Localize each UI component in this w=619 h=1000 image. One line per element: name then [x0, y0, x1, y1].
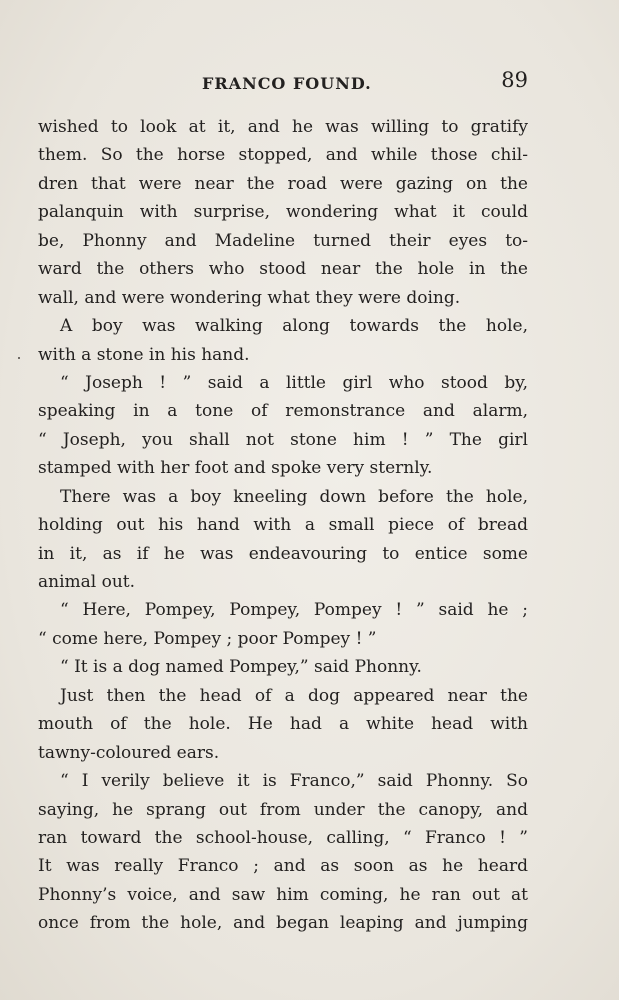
text-line: stamped with her foot and spoke very sternly. [38, 458, 433, 479]
text-line: It was really Franco ; and as soon as he heard [38, 856, 528, 877]
text-line: wished to look at it, and he was willing to gratify [38, 117, 528, 137]
text-line: “ I verily believe it is Franco,” said Phonny. So [60, 771, 528, 792]
text-line: in it, as if he was endeavouring to entice some [38, 543, 528, 564]
text-line: “ It is a dog named Pompey,” said Phonny. [60, 657, 422, 678]
text-line: Phonny’s voice, and saw him coming, he ran out at [38, 884, 528, 905]
text-line: Just then the head of a dog appeared near the [60, 685, 528, 706]
text-line: saying, he sprang out from under the canopy, and [38, 799, 528, 820]
text-line: A boy was walking along towards the hole, [60, 316, 528, 337]
running-title: FRANCO FOUND. [202, 74, 372, 93]
text-line: speaking in a tone of remonstrance and alarm, [38, 401, 528, 422]
text-line: palanquin with surprise, wondering what it could [38, 202, 528, 223]
paper-speck [18, 357, 20, 359]
text-line: “ Here, Pompey, Pompey, Pompey ! ” said he ; [60, 600, 528, 621]
page-number: 89 [501, 68, 528, 92]
text-line: “ come here, Pompey ; poor Pompey ! ” [38, 628, 377, 649]
text-line: “ Joseph, you shall not stone him ! ” The girl [38, 429, 528, 450]
text-line: with a stone in his hand. [38, 344, 250, 365]
text-line: be, Phonny and Madeline turned their eyes to- [38, 230, 528, 251]
text-line: ran toward the school-house, calling, “ Franco ! ” [38, 827, 528, 848]
text-line: tawny-coloured ears. [38, 742, 220, 763]
text-line: “ Joseph ! ” said a little girl who stood by, [60, 372, 528, 393]
text-line: once from the hole, and began leaping and jumping [38, 913, 528, 934]
body-text [38, 113, 528, 938]
text-line: them. So the horse stopped, and while those chil- [38, 145, 528, 166]
text-line: animal out. [38, 572, 136, 592]
text-line: There was a boy kneeling down before the hole, [60, 486, 528, 507]
running-head [38, 68, 528, 98]
text-line: mouth of the hole. He had a white head with [38, 714, 528, 735]
text-line: holding out his hand with a small piece of bread [38, 515, 528, 536]
text-line: wall, and were wondering what they were doing. [38, 287, 461, 308]
text-line: dren that were near the road were gazing on the [38, 173, 528, 194]
text-line: ward the others who stood near the hole in the [38, 259, 528, 280]
